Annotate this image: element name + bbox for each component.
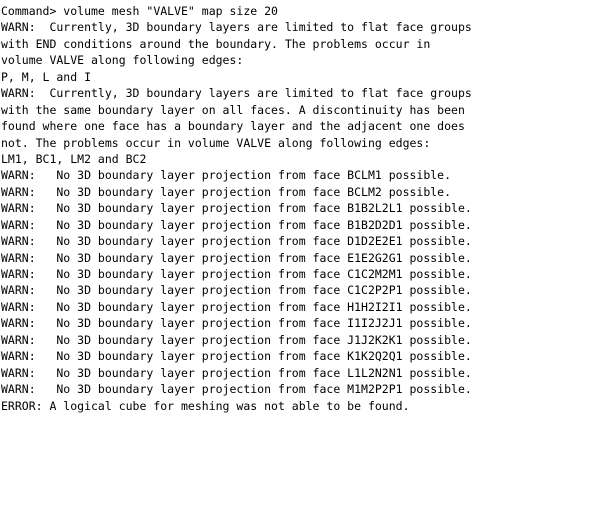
console-line-warn: WARN: No 3D boundary layer projection from face E1E2G2G1 possible. bbox=[1, 250, 472, 265]
console-line-command: Command> volume mesh "VALVE" map size 20 bbox=[1, 4, 278, 18]
console-line-warn: WARN: No 3D boundary layer projection from face D1D2E2E1 possible. bbox=[1, 234, 472, 249]
console-line-warn: WARN: No 3D boundary layer projection from face B1B2D2D1 possible. bbox=[1, 217, 472, 232]
console-line-warn: WARN: No 3D boundary layer projection from face M1M2P2P1 possible. bbox=[1, 382, 472, 397]
console-line: with the same boundary layer on all faces. A discontinuity has been bbox=[1, 102, 465, 117]
console-line: found where one face has a boundary layer and the adjacent one does bbox=[1, 119, 465, 134]
console-line: not. The problems occur in volume VALVE along following edges: bbox=[1, 135, 431, 150]
console-line-warn: WARN: No 3D boundary layer projection from face B1B2L2L1 possible. bbox=[1, 201, 472, 216]
console-line-warn: WARN: No 3D boundary layer projection from face K1K2Q2Q1 possible. bbox=[1, 349, 472, 364]
console-line-warn: WARN: No 3D boundary layer projection from face J1J2K2K1 possible. bbox=[1, 332, 472, 347]
console-line: P, M, L and I bbox=[1, 69, 92, 84]
console-line-warn: WARN: No 3D boundary layer projection from face BCLM2 possible. bbox=[1, 184, 452, 199]
console-line: volume VALVE along following edges: bbox=[1, 53, 244, 68]
console-line-warn: WARN: No 3D boundary layer projection from face H1H2I2I1 possible. bbox=[1, 299, 472, 314]
console-line-warn: WARN: Currently, 3D boundary layers are limited to flat face groups bbox=[1, 20, 472, 35]
console-line-warn: WARN: No 3D boundary layer projection from face I1I2J2J1 possible. bbox=[1, 316, 472, 331]
console-line-warn: WARN: No 3D boundary layer projection from face C1C2M2M1 possible. bbox=[1, 267, 472, 281]
console-line-warn: WARN: No 3D boundary layer projection from face L1L2N2N1 possible. bbox=[1, 365, 472, 380]
console-line-warn: WARN: No 3D boundary layer projection from face C1C2P2P1 possible. bbox=[1, 283, 472, 298]
console-line-error: ERROR: A logical cube for meshing was not able to be found. bbox=[1, 398, 410, 413]
console-line: with END conditions around the boundary. The problems occur in bbox=[1, 36, 431, 51]
console-line-warn: WARN: No 3D boundary layer projection from face BCLM1 possible. bbox=[1, 168, 452, 183]
console-line-warn: WARN: Currently, 3D boundary layers are limited to flat face groups bbox=[1, 86, 472, 101]
console-line: LM1, BC1, LM2 and BC2 bbox=[1, 151, 147, 166]
